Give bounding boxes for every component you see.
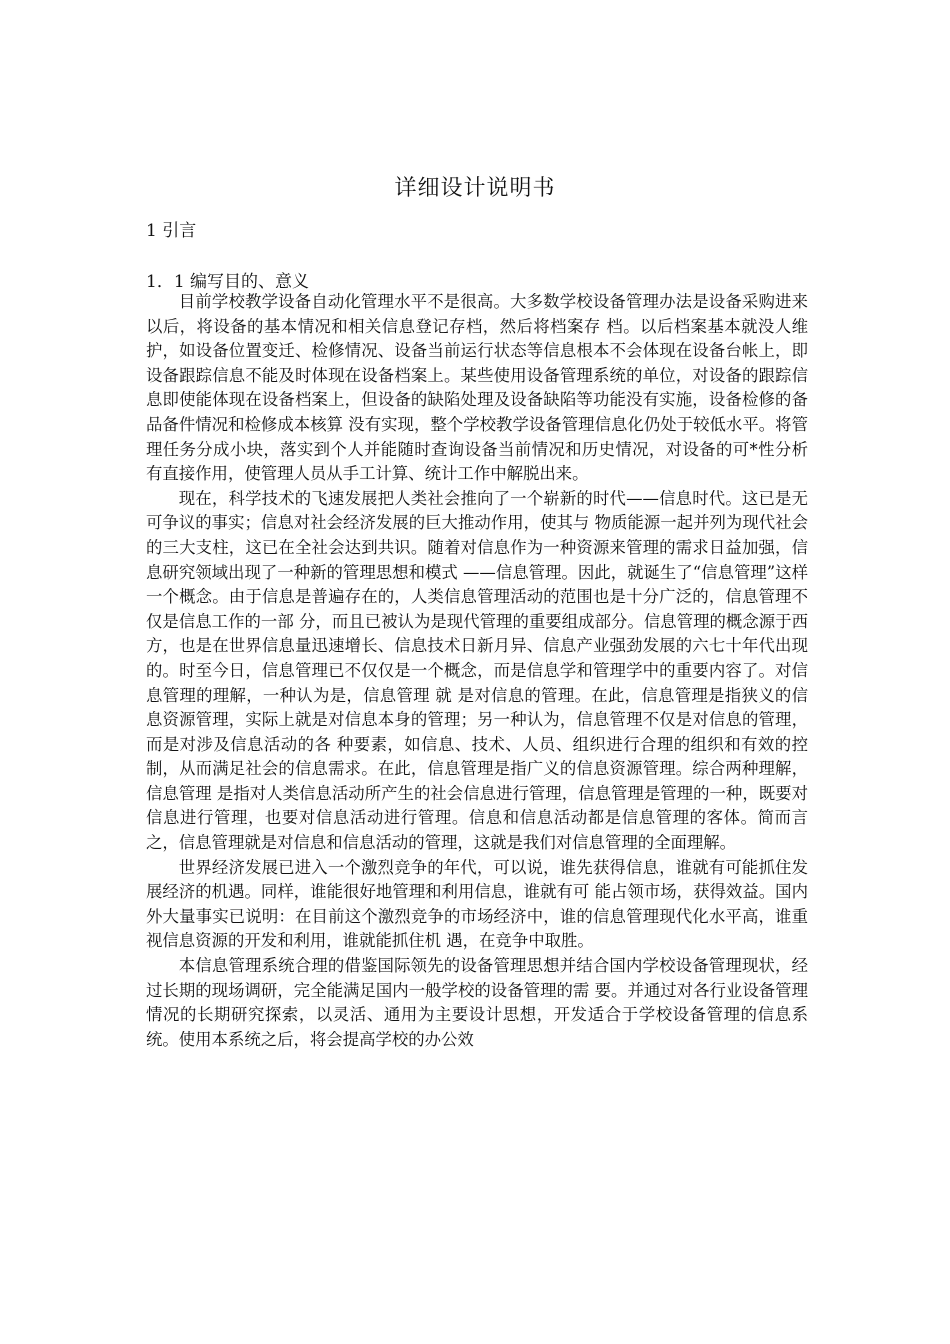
section-heading: 1 引言 [146,221,197,241]
paragraph: 本信息管理系统合理的借鉴国际领先的设备管理思想并结合国内学校设备管理现状，经过长期的现场调研，完全能满足国内一般学校的设备管理的需 要。并通过对各行业设备管理情况的长期研究探索，以灵活、通用为主要设计思想，开发适合于学校设备管理的信息系统。使用本系统之后，将会提高学校的办公效 [146,956,808,1049]
body-text [146,290,808,1052]
subsection-heading: 1．1 编写目的、意义 [146,272,310,292]
paragraph: 目前学校教学设备自动化管理水平不是很高。大多数学校设备管理办法是设备采购进来以后，将设备的基本情况和相关信息登记存档，然后将档案存 档。以后档案基本就没人维护，如设备位置变迁、检修情况、设备当前运行状态等信息根本不会体现在设备台帐上，即设备跟踪信息不能及时体现在设备档案上。某些使用设备管理系统的单位，对设备的跟踪信息即使能体现在设备档案上，但设备的缺陷处理及设备缺陷等功能没有实施，设备检修的备品备件情况和检修成本核算 没有实现，整个学校教学设备管理信息化仍处于较低水平。将管理任务分成小块，落实到个人并能随时查询设备当前情况和历史情况，对设备的可*性分析有直接作用，使管理人员从手工计算、统计工作中解脱出来。 [146,292,808,484]
document-title: 详细设计说明书 [394,176,556,201]
paragraph: 现在，科学技术的飞速发展把人类社会推向了一个崭新的时代——信息时代。这已是无可争议的事实；信息对社会经济发展的巨大推动作用，使其与 物质能源一起并列为现代社会的三大支柱，这已在全社会达到共识。随着对信息作为一种资源来管理的需求日益加强，信息研究领域出现了一种新的管理思想和模式 ——信息管理。因此，就诞生了“信息管理”这样一个概念。由于信息是普遍存在的，人类信息管理活动的范围也是十分广泛的，信息管理不仅是信息工作的一部 分，而且已被认为是现代管理的重要组成部分。信息管理的概念源于西方，也是在世界信息量迅速增长、信息技术日新月异、信息产业强劲发展的六七十年代出现 的。时至今日，信息管理已不仅仅是一个概念，而是信息学和管理学中的重要内容了。对信息管理的理解，一种认为是，信息管理 就 是对信息的管理。在此，信息管理是指狭义的信息资源管理，实际上就是对信息本身的管理；另一种认为，信息管理不仅是对信息的管理，而是对涉及信息活动的各 种要素，如信息、技术、人员、组织进行合理的组织和有效的控制，从而满足社会的信息需求。在此，信息管理是指广义的信息资源管理。综合两种理解，信息管理 是指对人类信息活动所产生的社会信息进行管理，信息管理是管理的一种，既要对信息进行管理，也要对信息活动进行管理。信息和信息活动都是信息管理的客体。简而言之，信息管理就是对信息和信息活动的管理，这就是我们对信息管理的全面理解。 [146,488,808,853]
paragraph: 世界经济发展已进入一个激烈竞争的年代，可以说，谁先获得信息，谁就有可能抓住发展经济的机遇。同样，谁能很好地管理和利用信息，谁就有可 能占领市场，获得效益。国内外大量事实已说明：在目前这个激烈竞争的市场经济中，谁的信息管理现代化水平高，谁重视信息资源的开发和利用，谁就能抓住机 遇，在竞争中取胜。 [146,857,808,951]
